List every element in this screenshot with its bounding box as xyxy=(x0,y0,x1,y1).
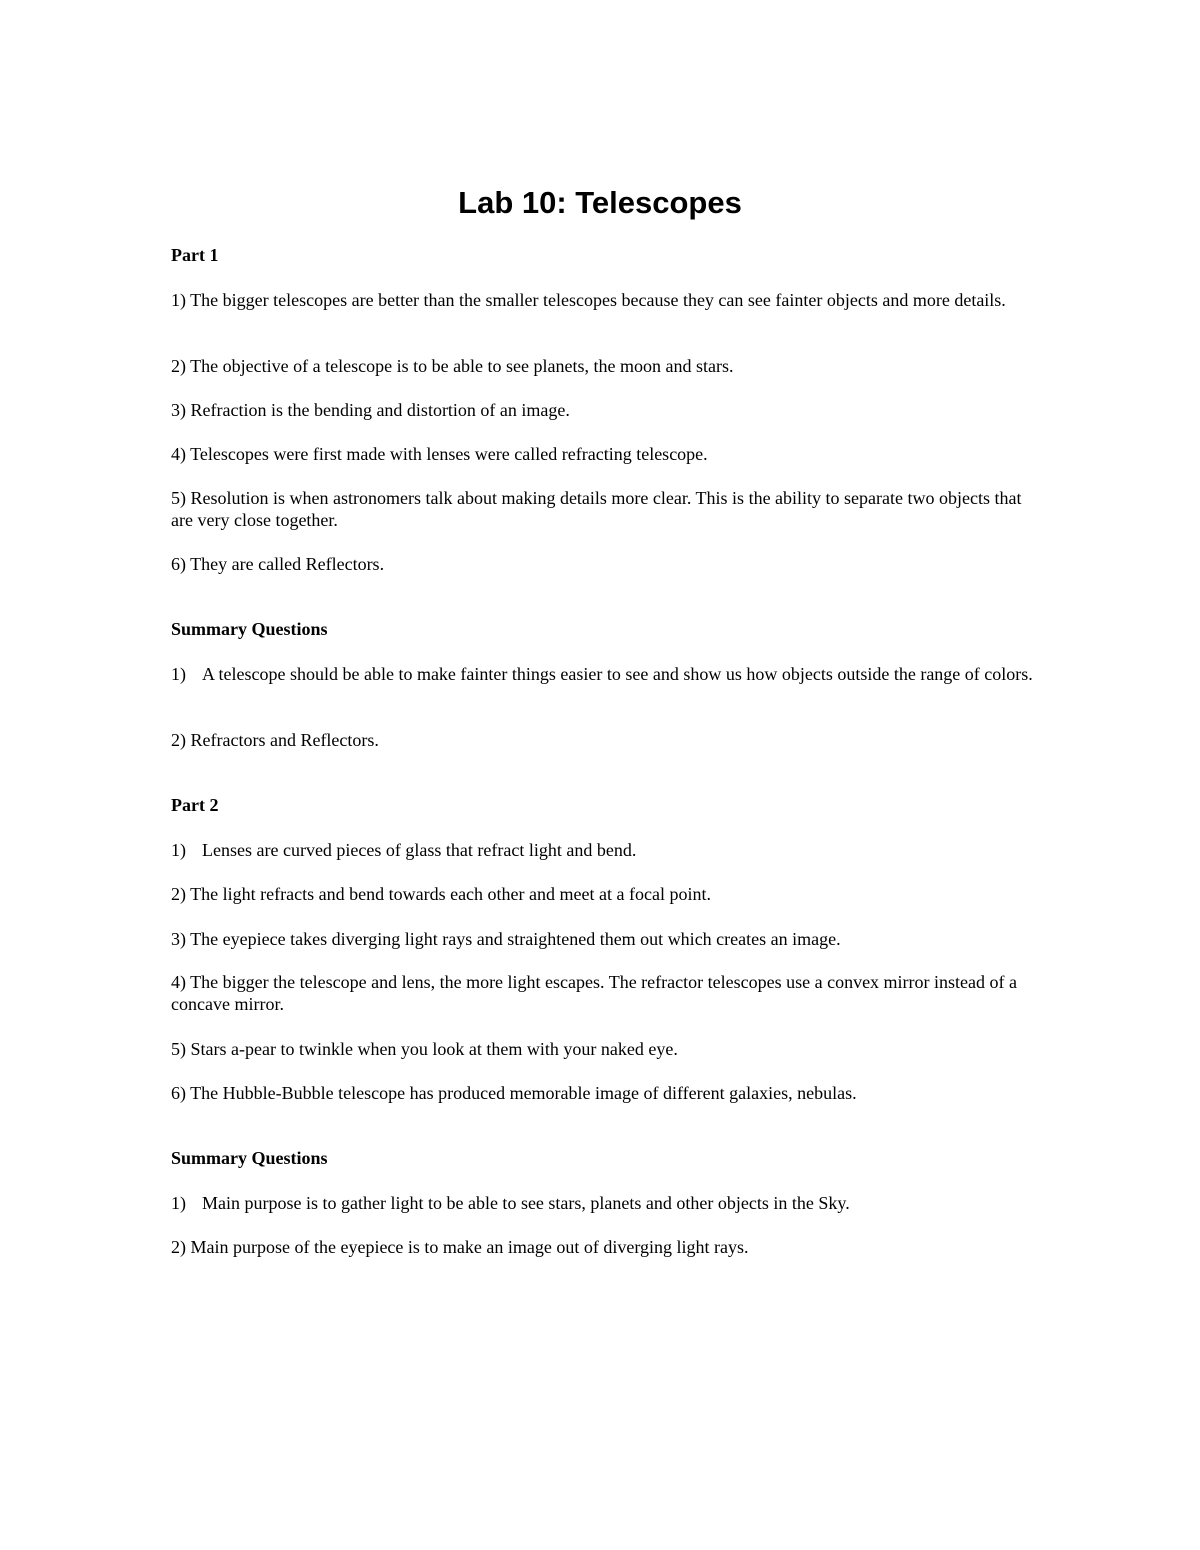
part1-item-3: 3) Refraction is the bending and distortion of an image. xyxy=(171,400,570,420)
part1-heading: Part 1 xyxy=(171,245,219,265)
part2-item-1-number: 1) xyxy=(171,840,186,860)
part2-item-1 xyxy=(171,839,1041,861)
summary2-item-1-text: Main purpose is to gather light to be able to see stars, planets and other objects in the Sky. xyxy=(202,1193,850,1213)
part2-item-6: 6) The Hubble-Bubble telescope has produced memorable image of different galaxies, nebulas. xyxy=(171,1083,857,1103)
part1-item-2: 2) The objective of a telescope is to be able to see planets, the moon and stars. xyxy=(171,356,734,376)
part2-item-2: 2) The light refracts and bend towards each other and meet at a focal point. xyxy=(171,884,711,904)
part1-item-6: 6) They are called Reflectors. xyxy=(171,554,385,574)
summary1-heading: Summary Questions xyxy=(171,619,328,639)
summary2-heading: Summary Questions xyxy=(171,1148,328,1168)
summary1-item-1 xyxy=(171,663,1041,685)
summary1-item-2: 2) Refractors and Reflectors. xyxy=(171,730,379,750)
summary2-item-1-number: 1) xyxy=(171,1193,186,1213)
summary1-item-1-number: 1) xyxy=(171,664,186,684)
summary2-item-2: 2) Main purpose of the eyepiece is to make an image out of diverging light rays. xyxy=(171,1237,749,1257)
part1-item-5: 5) Resolution is when astronomers talk about making details more clear. This is the ability to separate two objects that are very close together. xyxy=(171,488,1022,530)
part2-item-5: 5) Stars a-pear to twinkle when you look at them with your naked eye. xyxy=(171,1039,678,1059)
part2-item-1-text: Lenses are curved pieces of glass that refract light and bend. xyxy=(202,840,637,860)
part1-item-4: 4) Telescopes were first made with lenses were called refracting telescope. xyxy=(171,444,708,464)
part1-item-1: 1) The bigger telescopes are better than the smaller telescopes because they can see fainter objects and more details. xyxy=(171,290,1006,310)
document-title: Lab 10: Telescopes xyxy=(458,185,742,220)
part2-item-3: 3) The eyepiece takes diverging light rays and straightened them out which creates an image. xyxy=(171,929,841,949)
summary1-item-1-text: A telescope should be able to make fainter things easier to see and show us how objects outside the range of colors. xyxy=(202,664,1033,684)
summary2-item-1 xyxy=(171,1192,1041,1214)
part2-heading: Part 2 xyxy=(171,795,219,815)
part2-item-4: 4) The bigger the telescope and lens, the more light escapes. The refractor telescopes use a convex mirror instead of a concave mirror. xyxy=(171,972,1018,1014)
